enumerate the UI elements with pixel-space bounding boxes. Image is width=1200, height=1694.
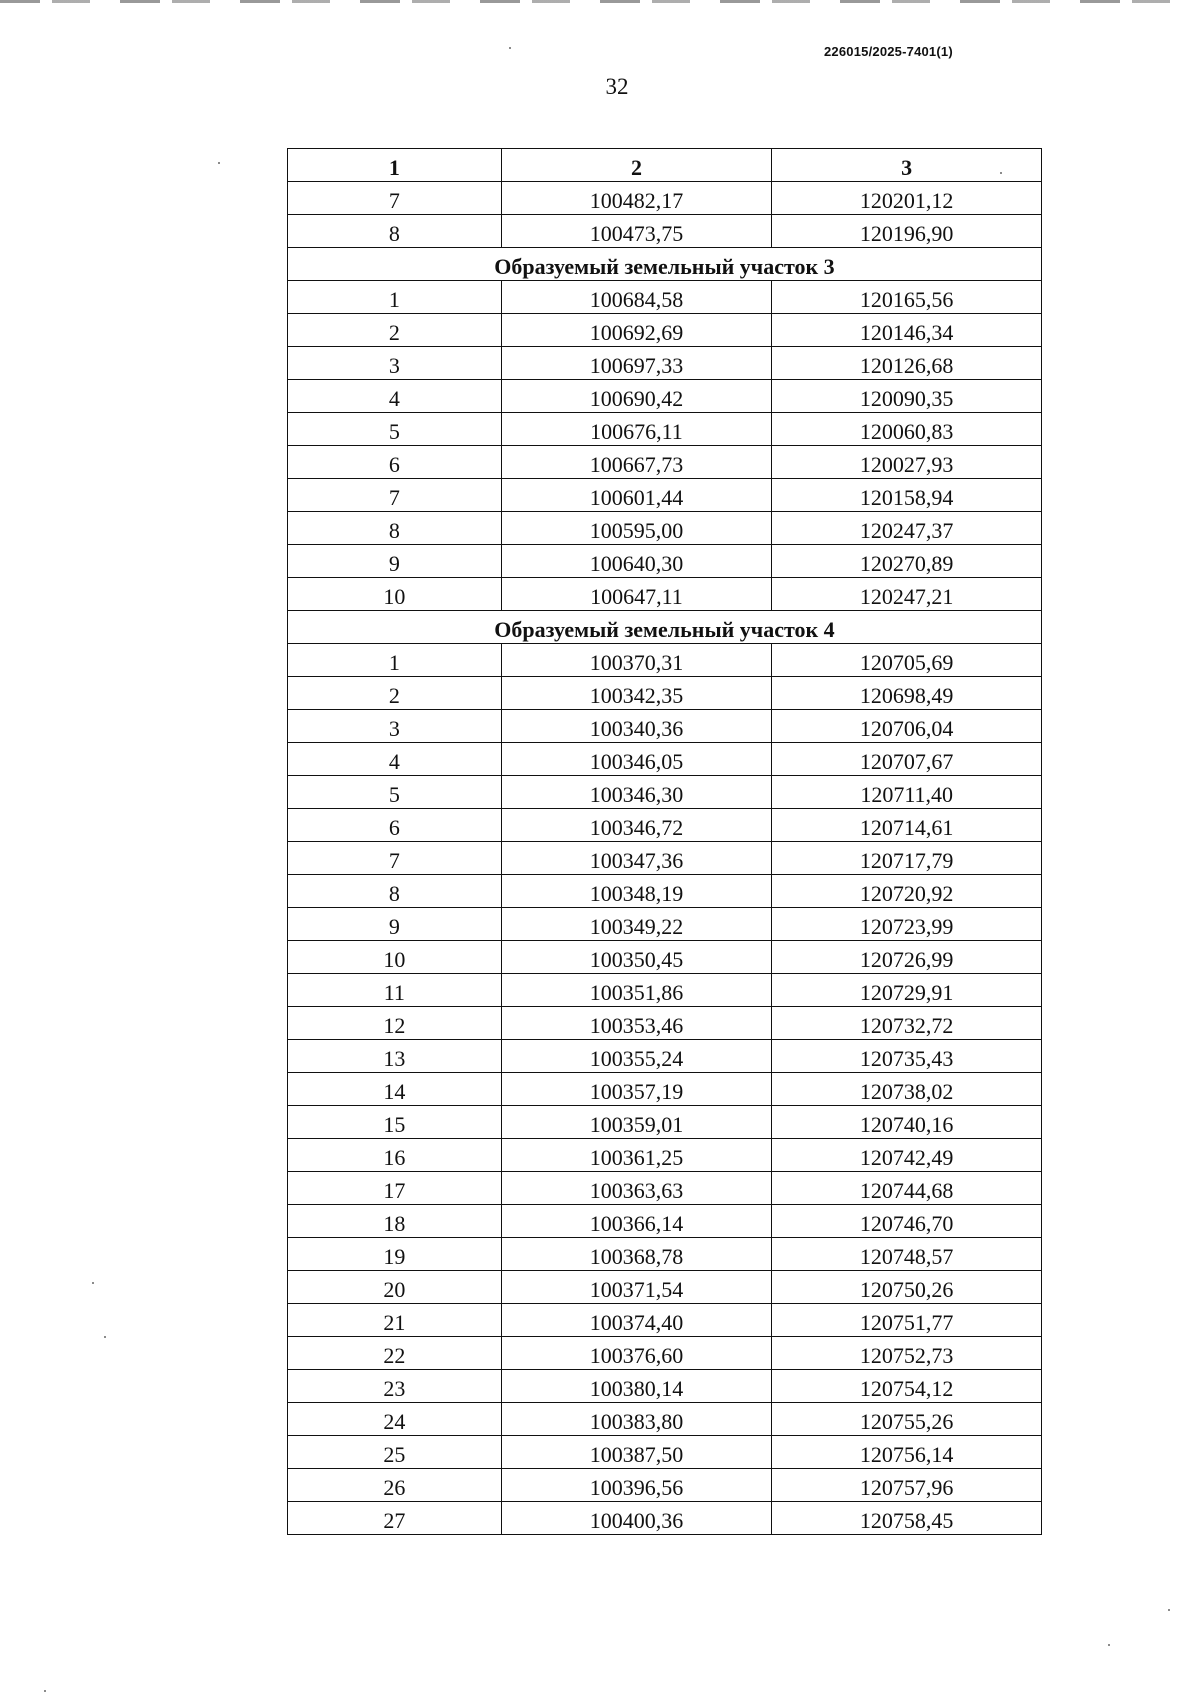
table-row (288, 974, 1042, 1007)
table-row (288, 512, 1042, 545)
x-coordinate-cell: 100647,11 (501, 578, 772, 611)
point-number-cell: 16 (288, 1139, 502, 1172)
y-coordinate-cell: 120201,12 (772, 182, 1042, 215)
point-number-cell: 6 (288, 446, 502, 479)
x-coordinate-cell: 100595,00 (501, 512, 772, 545)
point-number-cell: 8 (288, 215, 502, 248)
y-coordinate-cell: 120126,68 (772, 347, 1042, 380)
point-number-cell: 8 (288, 875, 502, 908)
table-row (288, 281, 1042, 314)
y-coordinate-cell: 120060,83 (772, 413, 1042, 446)
point-number-cell: 8 (288, 512, 502, 545)
point-number-cell: 18 (288, 1205, 502, 1238)
x-coordinate-cell: 100676,11 (501, 413, 772, 446)
y-coordinate-cell: 120757,96 (772, 1469, 1042, 1502)
point-number-cell: 4 (288, 743, 502, 776)
point-number-cell: 1 (288, 281, 502, 314)
table-row (288, 1337, 1042, 1370)
page-number: 32 (605, 74, 629, 99)
table-row (288, 1172, 1042, 1205)
table-row (288, 1469, 1042, 1502)
table-row (288, 875, 1042, 908)
y-coordinate-cell: 120746,70 (772, 1205, 1042, 1238)
section-title: Образуемый земельный участок 4 (288, 611, 1042, 644)
point-number-cell: 9 (288, 908, 502, 941)
x-coordinate-cell: 100368,78 (501, 1238, 772, 1271)
table-row (288, 182, 1042, 215)
point-number-cell: 13 (288, 1040, 502, 1073)
x-coordinate-cell: 100357,19 (501, 1073, 772, 1106)
table-row (288, 710, 1042, 743)
y-coordinate-cell: 120247,21 (772, 578, 1042, 611)
table-row (288, 842, 1042, 875)
table-row (288, 644, 1042, 677)
point-number-cell: 20 (288, 1271, 502, 1304)
table-row (288, 1271, 1042, 1304)
x-coordinate-cell: 100383,80 (501, 1403, 772, 1436)
table-row (288, 446, 1042, 479)
point-number-cell: 7 (288, 842, 502, 875)
y-coordinate-cell: 120755,26 (772, 1403, 1042, 1436)
scan-speck (218, 162, 220, 164)
table-row (288, 1205, 1042, 1238)
y-coordinate-cell: 120752,73 (772, 1337, 1042, 1370)
point-number-cell: 7 (288, 182, 502, 215)
point-number-cell: 15 (288, 1106, 502, 1139)
scan-top-edge (0, 0, 1200, 3)
point-number-cell: 7 (288, 479, 502, 512)
x-coordinate-cell: 100380,14 (501, 1370, 772, 1403)
x-coordinate-cell: 100348,19 (501, 875, 772, 908)
table-row (288, 809, 1042, 842)
y-coordinate-cell: 120027,93 (772, 446, 1042, 479)
table-row (288, 743, 1042, 776)
table-row (288, 479, 1042, 512)
y-coordinate-cell: 120751,77 (772, 1304, 1042, 1337)
point-number-cell: 5 (288, 776, 502, 809)
point-number-cell: 2 (288, 677, 502, 710)
x-coordinate-cell: 100396,56 (501, 1469, 772, 1502)
y-coordinate-cell: 120729,91 (772, 974, 1042, 1007)
table-row (288, 1304, 1042, 1337)
table-row (288, 1370, 1042, 1403)
table-row (288, 578, 1042, 611)
x-coordinate-cell: 100376,60 (501, 1337, 772, 1370)
point-number-cell: 6 (288, 809, 502, 842)
y-coordinate-cell: 120732,72 (772, 1007, 1042, 1040)
y-coordinate-cell: 120758,45 (772, 1502, 1042, 1535)
scan-speck (104, 1336, 106, 1338)
table-row (288, 941, 1042, 974)
point-number-cell: 2 (288, 314, 502, 347)
x-coordinate-cell: 100640,30 (501, 545, 772, 578)
x-coordinate-cell: 100353,46 (501, 1007, 772, 1040)
table-row (288, 776, 1042, 809)
y-coordinate-cell: 120270,89 (772, 545, 1042, 578)
point-number-cell: 22 (288, 1337, 502, 1370)
section-title-row (288, 248, 1042, 281)
x-coordinate-cell: 100473,75 (501, 215, 772, 248)
y-coordinate-cell: 120742,49 (772, 1139, 1042, 1172)
table-row (288, 1436, 1042, 1469)
point-number-cell: 4 (288, 380, 502, 413)
point-number-cell: 12 (288, 1007, 502, 1040)
x-coordinate-cell: 100361,25 (501, 1139, 772, 1172)
point-number-cell: 3 (288, 710, 502, 743)
x-coordinate-cell: 100340,36 (501, 710, 772, 743)
y-coordinate-cell: 120748,57 (772, 1238, 1042, 1271)
x-coordinate-cell: 100692,69 (501, 314, 772, 347)
table-row (288, 1403, 1042, 1436)
y-coordinate-cell: 120090,35 (772, 380, 1042, 413)
y-coordinate-cell: 120158,94 (772, 479, 1042, 512)
table-row (288, 908, 1042, 941)
y-coordinate-cell: 120247,37 (772, 512, 1042, 545)
table-row (288, 380, 1042, 413)
point-number-cell: 5 (288, 413, 502, 446)
point-number-cell: 23 (288, 1370, 502, 1403)
coordinates-table (287, 148, 1042, 1535)
table-row (288, 1040, 1042, 1073)
point-number-cell: 25 (288, 1436, 502, 1469)
y-coordinate-cell: 120711,40 (772, 776, 1042, 809)
y-coordinate-cell: 120744,68 (772, 1172, 1042, 1205)
point-number-cell: 21 (288, 1304, 502, 1337)
y-coordinate-cell: 120714,61 (772, 809, 1042, 842)
x-coordinate-cell: 100359,01 (501, 1106, 772, 1139)
x-coordinate-cell: 100690,42 (501, 380, 772, 413)
table-row (288, 1106, 1042, 1139)
y-coordinate-cell: 120738,02 (772, 1073, 1042, 1106)
document-reference: 226015/2025-7401(1) (824, 44, 953, 59)
table-row (288, 1139, 1042, 1172)
x-coordinate-cell: 100697,33 (501, 347, 772, 380)
point-number-cell: 9 (288, 545, 502, 578)
table-body (288, 182, 1042, 1535)
table-row (288, 1073, 1042, 1106)
y-coordinate-cell: 120756,14 (772, 1436, 1042, 1469)
point-number-cell: 24 (288, 1403, 502, 1436)
y-coordinate-cell: 120720,92 (772, 875, 1042, 908)
x-coordinate-cell: 100351,86 (501, 974, 772, 1007)
y-coordinate-cell: 120196,90 (772, 215, 1042, 248)
point-number-cell: 10 (288, 578, 502, 611)
y-coordinate-cell: 120754,12 (772, 1370, 1042, 1403)
column-header: 2 (501, 149, 772, 182)
scan-speck (1000, 172, 1002, 174)
x-coordinate-cell: 100349,22 (501, 908, 772, 941)
y-coordinate-cell: 120698,49 (772, 677, 1042, 710)
scan-speck (1168, 1609, 1170, 1611)
y-coordinate-cell: 120723,99 (772, 908, 1042, 941)
y-coordinate-cell: 120705,69 (772, 644, 1042, 677)
x-coordinate-cell: 100347,36 (501, 842, 772, 875)
x-coordinate-cell: 100342,35 (501, 677, 772, 710)
point-number-cell: 26 (288, 1469, 502, 1502)
x-coordinate-cell: 100363,63 (501, 1172, 772, 1205)
y-coordinate-cell: 120706,04 (772, 710, 1042, 743)
x-coordinate-cell: 100370,31 (501, 644, 772, 677)
point-number-cell: 3 (288, 347, 502, 380)
table-row (288, 545, 1042, 578)
x-coordinate-cell: 100371,54 (501, 1271, 772, 1304)
point-number-cell: 17 (288, 1172, 502, 1205)
x-coordinate-cell: 100346,30 (501, 776, 772, 809)
x-coordinate-cell: 100346,72 (501, 809, 772, 842)
point-number-cell: 19 (288, 1238, 502, 1271)
section-title-row (288, 611, 1042, 644)
x-coordinate-cell: 100374,40 (501, 1304, 772, 1337)
scan-speck (1108, 1644, 1110, 1646)
x-coordinate-cell: 100387,50 (501, 1436, 772, 1469)
table-row (288, 215, 1042, 248)
table-row (288, 1007, 1042, 1040)
point-number-cell: 1 (288, 644, 502, 677)
column-header: 3 (772, 149, 1042, 182)
y-coordinate-cell: 120735,43 (772, 1040, 1042, 1073)
table-row (288, 347, 1042, 380)
x-coordinate-cell: 100350,45 (501, 941, 772, 974)
y-coordinate-cell: 120146,34 (772, 314, 1042, 347)
table-row (288, 314, 1042, 347)
x-coordinate-cell: 100684,58 (501, 281, 772, 314)
point-number-cell: 10 (288, 941, 502, 974)
section-title: Образуемый земельный участок 3 (288, 248, 1042, 281)
x-coordinate-cell: 100601,44 (501, 479, 772, 512)
scan-speck (92, 1282, 94, 1284)
x-coordinate-cell: 100667,73 (501, 446, 772, 479)
table-header-row (288, 149, 1042, 182)
column-header: 1 (288, 149, 502, 182)
x-coordinate-cell: 100400,36 (501, 1502, 772, 1535)
y-coordinate-cell: 120750,26 (772, 1271, 1042, 1304)
x-coordinate-cell: 100482,17 (501, 182, 772, 215)
table-row (288, 413, 1042, 446)
y-coordinate-cell: 120717,79 (772, 842, 1042, 875)
point-number-cell: 27 (288, 1502, 502, 1535)
table-row (288, 677, 1042, 710)
scan-speck (509, 47, 511, 49)
x-coordinate-cell: 100346,05 (501, 743, 772, 776)
y-coordinate-cell: 120165,56 (772, 281, 1042, 314)
point-number-cell: 14 (288, 1073, 502, 1106)
y-coordinate-cell: 120726,99 (772, 941, 1042, 974)
x-coordinate-cell: 100366,14 (501, 1205, 772, 1238)
point-number-cell: 11 (288, 974, 502, 1007)
table-row (288, 1502, 1042, 1535)
x-coordinate-cell: 100355,24 (501, 1040, 772, 1073)
scan-speck (44, 1690, 46, 1692)
y-coordinate-cell: 120707,67 (772, 743, 1042, 776)
y-coordinate-cell: 120740,16 (772, 1106, 1042, 1139)
table-row (288, 1238, 1042, 1271)
